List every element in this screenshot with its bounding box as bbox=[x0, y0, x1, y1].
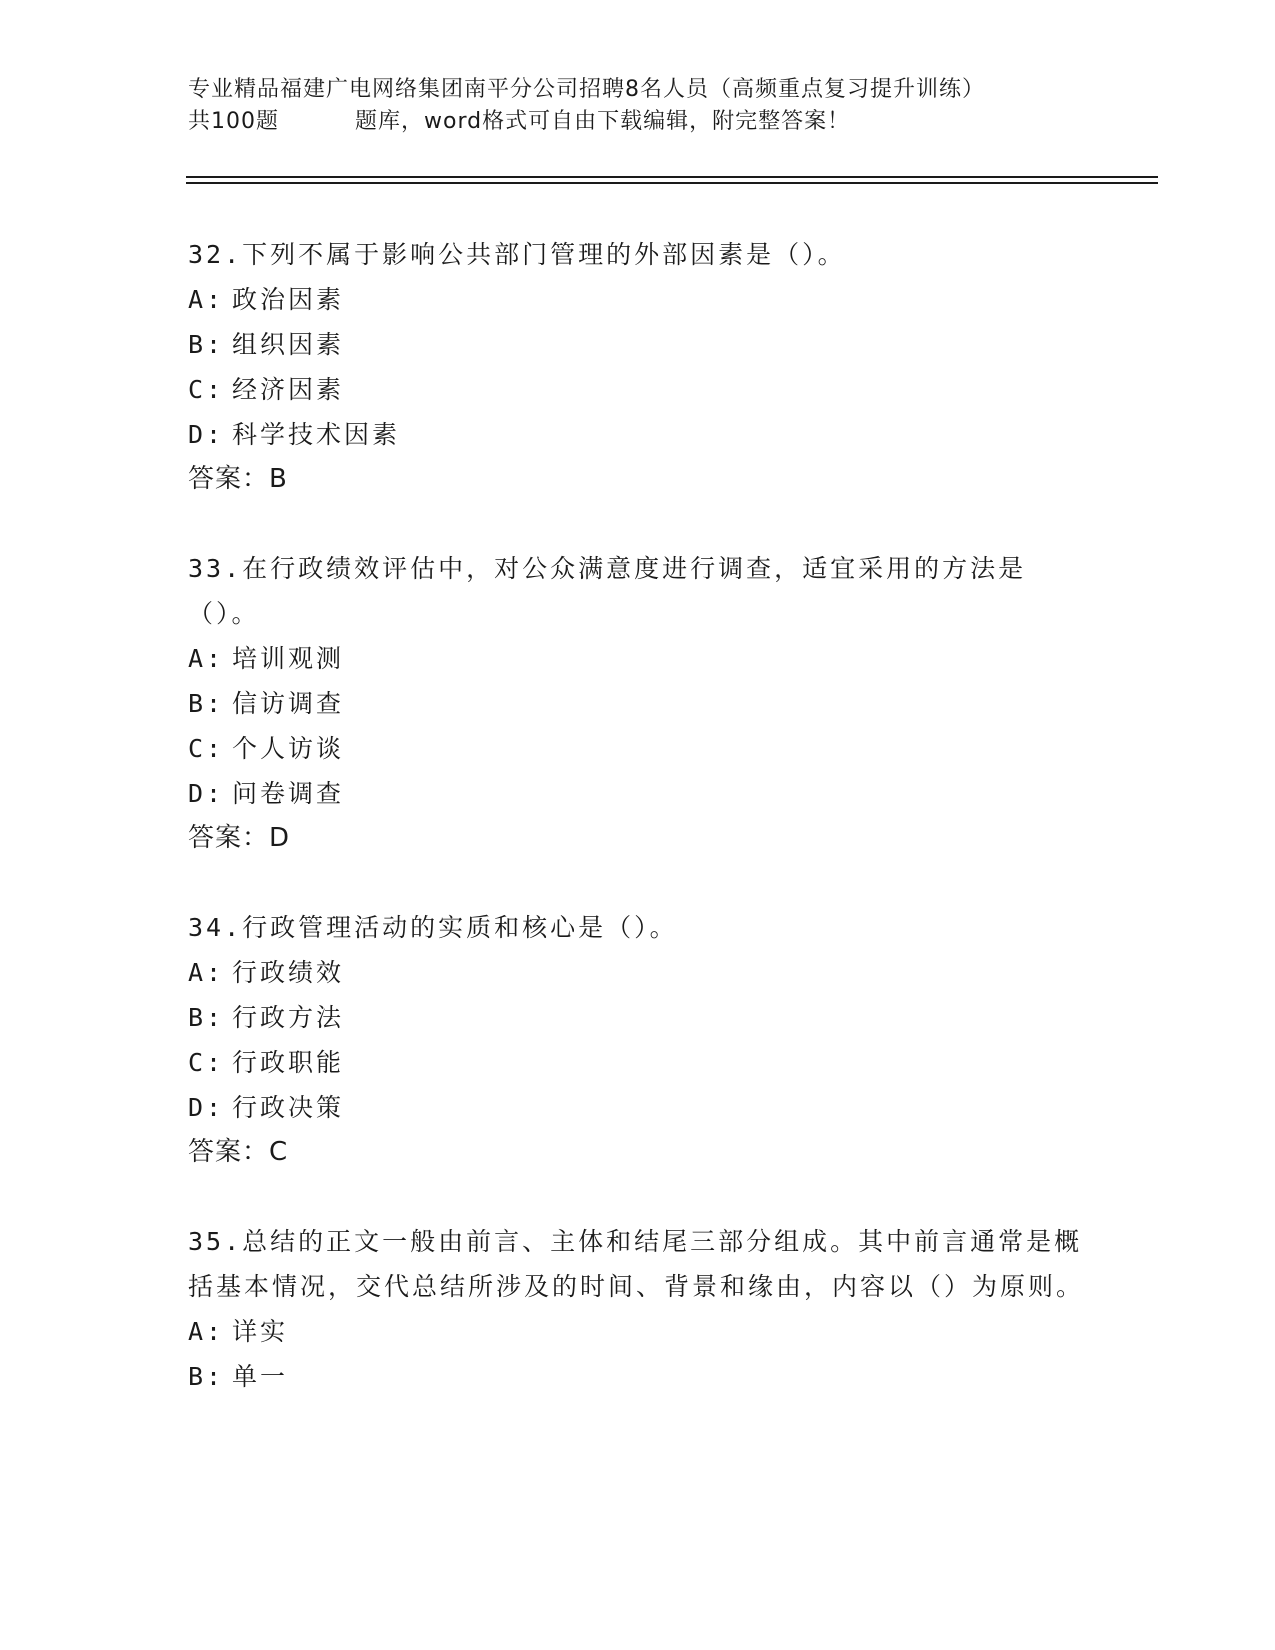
option-text: 个人访谈 bbox=[232, 734, 345, 763]
option-letter: B: bbox=[188, 330, 225, 359]
option-c bbox=[188, 726, 1088, 771]
option-text: 单一 bbox=[232, 1362, 289, 1391]
option-letter: B: bbox=[188, 1003, 225, 1032]
option-text: 问卷调查 bbox=[232, 779, 345, 808]
option-text: 行政职能 bbox=[232, 1048, 345, 1077]
option-text: 详实 bbox=[232, 1317, 289, 1346]
option-a bbox=[188, 950, 1088, 995]
question-text: 34.行政管理活动的实质和核心是（）。 bbox=[188, 913, 678, 942]
question-item bbox=[188, 905, 1088, 1175]
option-text: 行政决策 bbox=[232, 1093, 345, 1122]
option-text: 行政绩效 bbox=[232, 958, 345, 987]
question-list bbox=[188, 232, 1088, 1443]
option-letter: C: bbox=[188, 734, 225, 763]
option-text: 经济因素 bbox=[232, 375, 345, 404]
page-header bbox=[188, 74, 1088, 138]
option-d bbox=[188, 1085, 1088, 1130]
option-a bbox=[188, 1309, 1088, 1354]
option-text: 组织因素 bbox=[232, 330, 345, 359]
option-letter: A: bbox=[188, 958, 225, 987]
option-c bbox=[188, 367, 1088, 412]
option-a bbox=[188, 636, 1088, 681]
option-letter: C: bbox=[188, 375, 225, 404]
option-letter: A: bbox=[188, 644, 225, 673]
header-description: 题库，word格式可自由下载编辑，附完整答案！ bbox=[355, 109, 851, 134]
option-letter: D: bbox=[188, 1093, 225, 1122]
answer-text: 答案：B bbox=[188, 464, 288, 494]
header-question-count: 共100题 bbox=[188, 109, 279, 134]
option-letter: D: bbox=[188, 420, 225, 449]
question-item bbox=[188, 232, 1088, 502]
option-d bbox=[188, 771, 1088, 816]
header-divider-top bbox=[186, 176, 1158, 178]
option-text: 培训观测 bbox=[232, 644, 345, 673]
header-subtitle bbox=[188, 106, 1088, 138]
question-text: 33.在行政绩效评估中，对公众满意度进行调查，适宜采用的方法是（）。 bbox=[188, 554, 1027, 628]
option-d bbox=[188, 412, 1088, 457]
question-text: 32.下列不属于影响公共部门管理的外部因素是（）。 bbox=[188, 240, 846, 269]
header-divider-bottom bbox=[186, 182, 1158, 184]
option-text: 科学技术因素 bbox=[232, 420, 401, 449]
question-item bbox=[188, 1219, 1088, 1399]
question-item bbox=[188, 546, 1088, 861]
option-text: 政治因素 bbox=[232, 285, 345, 314]
option-b bbox=[188, 322, 1088, 367]
option-letter: D: bbox=[188, 779, 225, 808]
header-title: 专业精品福建广电网络集团南平分公司招聘8名人员（高频重点复习提升训练） bbox=[188, 77, 985, 102]
option-a bbox=[188, 277, 1088, 322]
option-letter: B: bbox=[188, 689, 225, 718]
option-letter: B: bbox=[188, 1362, 225, 1391]
option-b bbox=[188, 995, 1088, 1040]
question-text: 35.总结的正文一般由前言、主体和结尾三部分组成。其中前言通常是概括基本情况，交代总结所涉及的时间、背景和缘由，内容以（）为原则。 bbox=[188, 1227, 1085, 1301]
option-text: 行政方法 bbox=[232, 1003, 345, 1032]
option-text: 信访调查 bbox=[232, 689, 345, 718]
option-b bbox=[188, 1354, 1088, 1399]
option-b bbox=[188, 681, 1088, 726]
answer-text: 答案：D bbox=[188, 823, 291, 853]
answer-text: 答案：C bbox=[188, 1137, 289, 1167]
option-letter: A: bbox=[188, 1317, 225, 1346]
option-c bbox=[188, 1040, 1088, 1085]
option-letter: C: bbox=[188, 1048, 225, 1077]
option-letter: A: bbox=[188, 285, 225, 314]
